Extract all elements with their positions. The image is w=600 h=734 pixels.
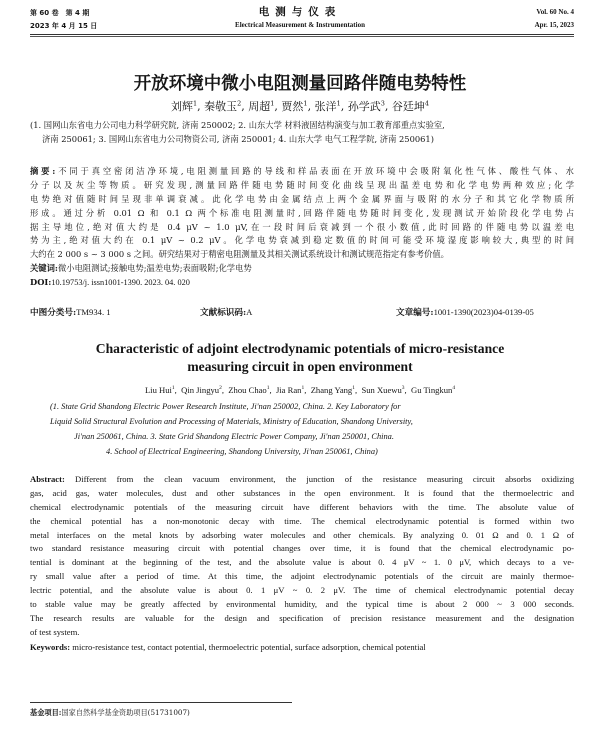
affiliation-en-line: Liquid Solid Structural Evolution and Processing of Materials, Ministry of Education, Shandong University, — [50, 417, 413, 426]
clc-label: 中图分类号: — [30, 308, 77, 318]
author-sup: 1 — [303, 99, 308, 108]
abstract-cn-line: 电势绝对值随时间呈现非单调衰减。此化学电势由金属结点上两个金属界面与吸附的水分子和其它化学物质所 — [30, 193, 574, 204]
title-en-line: measuring circuit in open environment — [187, 359, 413, 374]
date-en: Apr. 15, 2023 — [534, 21, 574, 29]
keywords-en — [30, 641, 574, 655]
abstract-en-line: gas, acid gas, water molecules, dust and other substances in the open environment. It is found that the thermoelectric and — [30, 487, 574, 498]
author-cn: 贾然 — [281, 100, 304, 113]
volume-issue-en: Vol. 60 No. 4 — [536, 8, 574, 16]
abstract-en-line: ry small value after a period of time. At this time, the adjoint electrodynamic potentials of the circuit are mainly thermoe- — [30, 571, 574, 582]
abstract-en-line: to stable value may be greatly affected by environmental humidity, and the typical time is about 2 000 ~ 3 000 seconds. — [30, 599, 574, 610]
abstract-cn-line — [30, 165, 574, 179]
abstract-cn-line: 分子以及灰尘等物质。研究发现,测量回路伴随电势随时间变化曲线呈现出温差电势和化学电势两种效应;化学 — [30, 179, 574, 190]
footnote — [30, 708, 190, 718]
clc-value: TM934. 1 — [76, 307, 111, 317]
abstract-cn-text: 不同于真空密闭洁净环境,电阻测量回路的导线和样品表面在开放环境中会吸附氧化性气体、酸性气体、水 — [55, 166, 574, 176]
author-cn: 刘辉 — [171, 100, 193, 113]
abstract-en-line: the chemical potential has a non-monotonic decay with time. The chemical electrodynamic potential is formed within two — [30, 515, 574, 526]
affiliation-cn-line: (1. 国网山东省电力公司电力科学研究院, 济南 250002; 2. 山东大学 材料液固结构演变与加工教育部重点实验室, — [30, 120, 445, 130]
author-en: Qin Jingyu — [181, 385, 220, 395]
affiliation-en-line: (1. State Grid Shandong Electric Power Research Institute, Ji'nan 250002, China. 2. Key Laboratory for — [50, 402, 401, 411]
author-en: Jia Ran — [275, 385, 302, 395]
author-cn: 张洋 — [314, 100, 337, 113]
doc-code-label: 文献标识码: — [200, 308, 247, 318]
title-en-line: Characteristic of adjoint electrodynamic potentials of micro-resistance — [95, 341, 505, 356]
author-sup: 2 — [237, 99, 242, 108]
author-en: Liu Hui — [144, 385, 172, 395]
author-sup: 1 — [171, 385, 175, 392]
author-sup: 1 — [270, 99, 275, 108]
abstract-cn-line: 大约在 2 000 s ~ 3 000 s 之间。研究结果对于精密电阻测量及其相关测试系统设计和测试规范指定有参考价值。 — [30, 249, 449, 260]
authors-cn: 刘辉$^1$, 秦敬玉$^2$, 周超$^1$, 贾然$^1$, 张洋$^1$, 孙学武$^3$, 谷廷坤$^4$ — [171, 99, 429, 113]
affiliation-cn-line: 济南 250061; 3. 国网山东省电力公司物资公司, 济南 250001; 4. 山东大学 电气工程学院, 济南 250061) — [42, 134, 434, 144]
abstract-en-text: Different from the clean vacuum environment, the junction of the resistance measuring circuit absorbs oxidizing — [75, 474, 574, 484]
author-sup: 3 — [380, 99, 385, 108]
header-rule-thin — [30, 36, 574, 37]
abstract-en-line: tential is dominant at the beginning of the test, and the absolute value is about 0. 4 μV ~ 1. 0 μV, which decays to a ve- — [30, 557, 574, 568]
title-cn: 开放环境中微小电阻测量回路伴随电势特性 — [133, 74, 467, 94]
abstract-en-label: Abstract: — [30, 474, 65, 484]
article-no-label: 文章编号: — [396, 308, 434, 318]
author-sup: 1 — [193, 99, 198, 108]
author-sup: 3 — [401, 385, 405, 392]
author-cn: 谷廷坤 — [391, 100, 425, 113]
abstract-cn-line: 据主导地位,绝对值大约是 0.4 μV ~ 1.0 μV,在一段时间后衰减到一个很小数值,此时回路的伴随电势以温差电 — [30, 221, 574, 232]
affiliation-en-line: 4. School of Electrical Engineering, Shandong University, Ji'nan 250061, China) — [106, 447, 378, 456]
authors-en: Liu Hui$^1$, Qin Jingyu$^2$, Zhou Chao$^1$, Jia Ran$^1$, Zhang Yang$^1$, Sun Xuewu$^3$, Gu Tingkun$^4$ — [144, 385, 456, 395]
volume-issue-cn: 第 60 卷 第 4 期 — [30, 9, 90, 17]
doc-code-value: A — [246, 307, 253, 317]
article-no-value: 1001-1390(2023)04-0139-05 — [433, 307, 534, 317]
author-sup: 4 — [452, 385, 456, 392]
author-en: Zhou Chao — [228, 385, 267, 395]
abstract-en-line: chemical electrodynamic potentials of the measuring circuit have different behaviors with the time. The absolute value of — [30, 501, 574, 512]
keywords-cn-label: 关键词: — [30, 263, 58, 274]
author-sup: 4 — [424, 99, 429, 108]
keywords-cn — [30, 262, 574, 276]
footnote-text: 国家自然科学基金资助项目(51731007) — [61, 708, 190, 717]
abstract-en-line — [30, 473, 574, 487]
author-sup: 1 — [336, 99, 341, 108]
author-en: Zhang Yang — [310, 385, 353, 395]
abstract-en-line: metal interfaces on the metal knots by adsorbing water molecules and other chemicals. By analyzing 0. 01 Ω and 0. 1 Ω of — [30, 529, 574, 540]
abstract-en-line: two standard resistance measuring circuit with potential changes over time, it is found that the chemical electrodynamic po- — [30, 543, 574, 554]
keywords-en-label: Keywords: — [30, 641, 71, 652]
author-sup: 2 — [219, 385, 222, 392]
abstract-en-line: lectric potential, and the absolute value is about 0. 1 μV ~ 0. 2 μV. The time of chemical electrodynamic potential decay — [30, 585, 574, 596]
doi-value: 10.19753/j. issn1001-1390. 2023. 04. 020 — [51, 278, 190, 288]
keywords-en-text: micro-resistance test, contact potential, thermoelectric potential, surface adsorption, chemical potential — [72, 641, 426, 652]
abstract-en-line: The research results are valuable for the design and specification of precision resistance measurement and the designation — [30, 612, 574, 623]
abstract-cn-line: 势为主,绝对值大约在 0.1 μV ~ 0.2 μV。化学电势衰减到稳定数值的时间可能受环境湿度影响较大,典型的时间 — [30, 235, 574, 246]
abstract-en-line: of test system. — [30, 626, 80, 637]
journal-title-cn: 电测与仪表 — [258, 6, 342, 18]
affiliation-en-line: Ji'nan 250061, China. 3. State Grid Shandong Electric Power Company, Ji'nan 250001, China. — [74, 432, 394, 441]
article-no-line — [396, 306, 534, 318]
author-sup: 1 — [301, 385, 305, 392]
author-sup: 1 — [266, 385, 270, 392]
date-cn: 2023 年 4 月 15 日 — [30, 22, 98, 30]
keywords-cn-text: 微小电阻测试;接触电势;温差电势;表面吸附;化学电势 — [57, 263, 252, 274]
doi-line — [30, 276, 574, 290]
journal-title-en: Electrical Measurement & Instrumentation — [235, 21, 365, 29]
author-cn: 秦敬玉 — [204, 100, 238, 113]
abstract-cn-label: 摘要: — [30, 166, 56, 176]
doc-code-line — [200, 306, 252, 318]
abstract-cn-line: 形成。通过分析 0.01 Ω 和 0.1 Ω 两个标准电阻测量时,回路伴随电势随时间变化,发现测试开始阶段化学电势占 — [30, 207, 574, 218]
author-en: Sun Xuewu — [361, 385, 402, 395]
author-cn: 孙学武 — [347, 100, 381, 113]
doi-label: DOI: — [30, 277, 52, 288]
footnote-label: 基金项目: — [30, 708, 62, 717]
header-rule — [30, 34, 574, 35]
author-en: Gu Tingkun — [410, 385, 453, 395]
abstract-cn — [30, 165, 574, 290]
author-cn: 周超 — [248, 100, 271, 113]
abstract-en — [30, 473, 574, 655]
footnote-rule — [30, 702, 292, 703]
author-sup: 1 — [352, 385, 355, 392]
clc-line — [30, 306, 111, 318]
